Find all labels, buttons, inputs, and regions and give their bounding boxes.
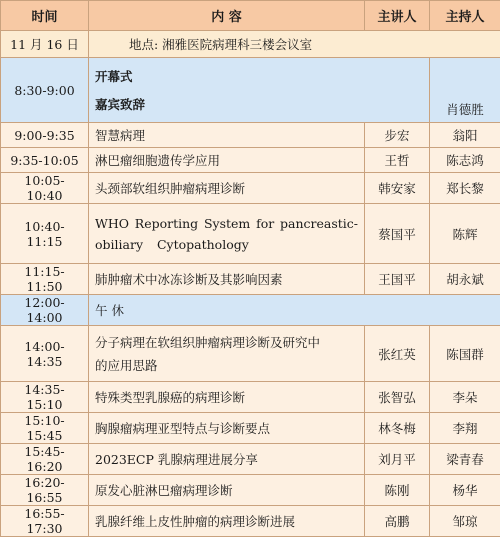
session-time: 11:15-11:50 (1, 264, 89, 295)
session-speaker: 蔡国平 (365, 204, 430, 264)
session-row (1, 148, 500, 173)
session-time: 14:35-15:10 (1, 382, 89, 413)
session-host: 翁阳 (430, 123, 500, 148)
date-cell: 11 月 16 日 (1, 31, 89, 58)
session-speaker: 王国平 (365, 264, 430, 295)
session-speaker: 韩安家 (365, 173, 430, 204)
session-host: 杨华 (430, 475, 500, 506)
session-topic: 乳腺纤维上皮性肿瘤的病理诊断进展 (89, 506, 365, 537)
location-cell: 地点: 湘雅医院病理科三楼会议室 (89, 31, 500, 58)
session-time: 10:40-11:15 (1, 204, 89, 264)
break-label: 午 休 (89, 295, 500, 326)
break-row (1, 295, 500, 326)
session-time: 10:05-10:40 (1, 173, 89, 204)
session-host: 李朵 (430, 382, 500, 413)
opening-line2: 嘉宾致辞 (95, 95, 423, 113)
header-row (1, 1, 500, 31)
opening-row (1, 58, 500, 123)
session-time: 9:00-9:35 (1, 123, 89, 148)
header-host: 主持人 (430, 1, 500, 31)
session-topic: 智慧病理 (89, 123, 365, 148)
session-host: 邹琼 (430, 506, 500, 537)
session-speaker: 张红英 (365, 326, 430, 382)
header-content: 内 容 (89, 1, 365, 31)
date-row (1, 31, 500, 58)
opening-line1: 开幕式 (95, 67, 423, 85)
session-topic: 胸腺瘤病理亚型特点与诊断要点 (89, 413, 365, 444)
session-host: 陈辉 (430, 204, 500, 264)
session-time: 15:10-15:45 (1, 413, 89, 444)
session-time: 9:35-10:05 (1, 148, 89, 173)
session-host: 胡永斌 (430, 264, 500, 295)
session-host: 郑长黎 (430, 173, 500, 204)
session-topic: 2023ECP 乳腺病理进展分享 (89, 444, 365, 475)
session-topic-line1: WHO Reporting System for pancreastic- (95, 216, 358, 231)
opening-time: 8:30-9:00 (1, 58, 89, 123)
session-row (1, 444, 500, 475)
session-topic (89, 326, 365, 382)
session-topic-line1: 分子病理在软组织肿瘤病理诊断及研究中 (95, 333, 358, 351)
session-row (1, 506, 500, 537)
opening-content (89, 58, 430, 123)
session-host: 梁青春 (430, 444, 500, 475)
session-topic (89, 204, 365, 264)
break-time: 12:00-14:00 (1, 295, 89, 326)
session-host: 李翔 (430, 413, 500, 444)
session-row (1, 264, 500, 295)
session-time: 15:45-16:20 (1, 444, 89, 475)
session-row (1, 123, 500, 148)
session-row (1, 204, 500, 264)
session-row (1, 475, 500, 506)
session-speaker: 高鹏 (365, 506, 430, 537)
session-speaker: 张智弘 (365, 382, 430, 413)
session-topic: 原发心脏淋巴瘤病理诊断 (89, 475, 365, 506)
session-topic-line2: 的应用思路 (95, 356, 358, 374)
session-time: 14:00-14:35 (1, 326, 89, 382)
session-topic: 肺肿瘤术中冰冻诊断及其影响因素 (89, 264, 365, 295)
session-speaker: 步宏 (365, 123, 430, 148)
session-speaker: 刘月平 (365, 444, 430, 475)
session-row (1, 382, 500, 413)
session-host: 陈国群 (430, 326, 500, 382)
session-topic: 特殊类型乳腺癌的病理诊断 (89, 382, 365, 413)
session-time: 16:55-17:30 (1, 506, 89, 537)
header-speaker: 主讲人 (365, 1, 430, 31)
session-row (1, 326, 500, 382)
session-time: 16:20-16:55 (1, 475, 89, 506)
session-host: 陈志鸿 (430, 148, 500, 173)
session-speaker: 林冬梅 (365, 413, 430, 444)
session-row (1, 413, 500, 444)
header-time: 时间 (1, 1, 89, 31)
session-row (1, 173, 500, 204)
session-topic: 头颈部软组织肿瘤病理诊断 (89, 173, 365, 204)
session-topic-line2: obiliary Cytopathology (95, 237, 358, 252)
session-speaker: 王哲 (365, 148, 430, 173)
session-topic: 淋巴瘤细胞遗传学应用 (89, 148, 365, 173)
session-speaker: 陈刚 (365, 475, 430, 506)
opening-host: 肖德胜 (430, 58, 500, 123)
